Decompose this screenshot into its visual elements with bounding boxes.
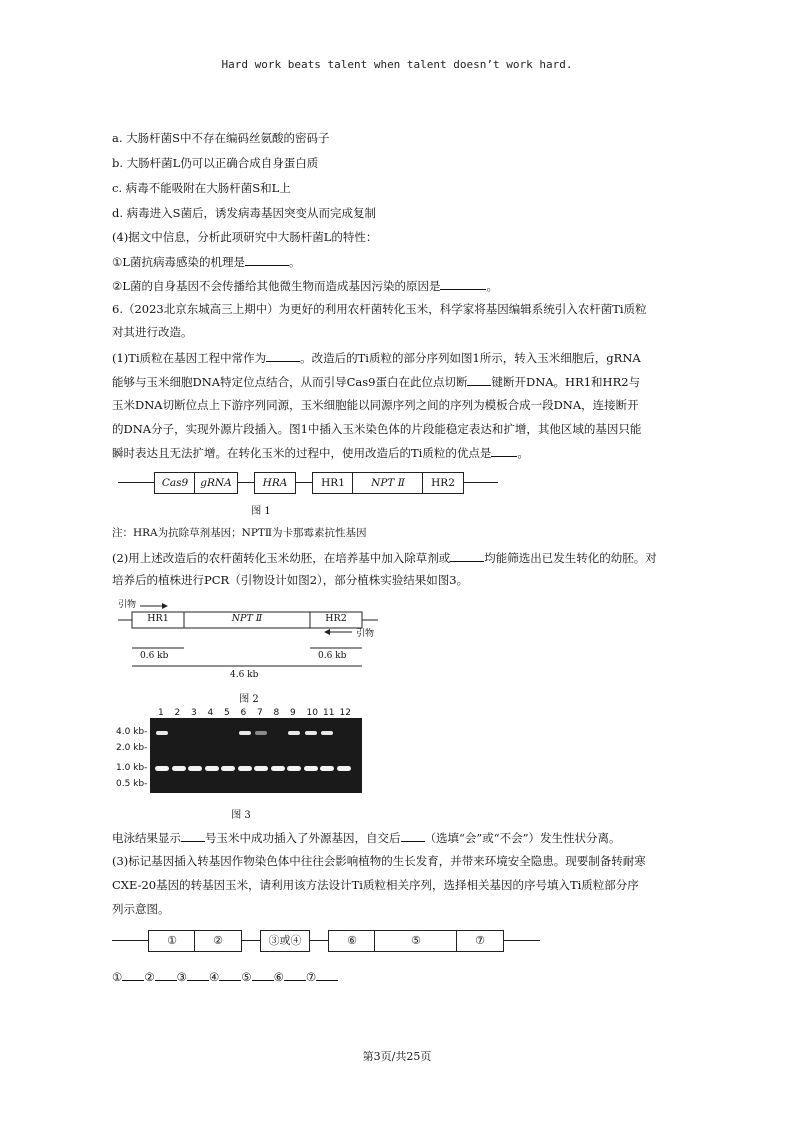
text: (2)用上述改造后的农杆菌转化玉米幼胚，在培养基中加入除草剂或 (112, 551, 451, 565)
slot-box[interactable]: ③或④ (260, 930, 310, 952)
answer-blank[interactable] (187, 968, 209, 981)
length-left: 0.6 kb (140, 651, 169, 661)
gene-box-hr2: HR2 (422, 472, 464, 494)
question-4-stem: (4)据文中信息，分析此项研究中大肠杆菌L的特性： (112, 230, 378, 244)
slot-box[interactable]: ⑦ (456, 930, 504, 952)
figure-2-primer-design (118, 600, 378, 690)
answer-label: ⑥ (273, 970, 284, 984)
part-1-line-3: 玉米DNA切断位点上下游序列同源，玉米细胞能以同源序列之间的序列为模板合成一段DNA，连接断开 (112, 398, 639, 412)
gel-band-1kb (287, 766, 301, 771)
lane-number: 7 (257, 708, 263, 718)
option-a: a. 大肠杆菌S中不存在编码丝氨酸的密码子 (112, 131, 330, 145)
option-c: c. 病毒不能吸附在大肠杆菌S和L上 (112, 181, 291, 195)
answer-blank[interactable] (491, 444, 517, 457)
part-1-line-2 (112, 373, 640, 390)
answer-blank[interactable] (219, 968, 241, 981)
lane-number: 8 (273, 708, 280, 718)
text: 。 (486, 279, 498, 293)
gel-band-1kb (320, 766, 334, 771)
slot-box[interactable]: ⑥ (328, 930, 376, 952)
lane-number: 3 (191, 708, 197, 718)
part-1-line-4: 的DNA分子，实现外源片段插入。图1中插入玉米染色体的片段能稳定表达和扩增，其他区域的基因只能 (112, 422, 642, 436)
marker-2kb: 2.0 kb- (116, 743, 148, 753)
text: ①L菌抗病毒感染的机理是 (112, 255, 245, 269)
answer-label: ③ (176, 970, 187, 984)
gel-band-4kb (321, 731, 333, 735)
answer-blank[interactable] (155, 968, 177, 981)
marker-1kb: 1.0 kb- (116, 763, 148, 773)
text: (1)Ti质粒在基因工程中常作为 (112, 351, 267, 365)
gel-band-1kb (205, 766, 219, 771)
lane-number: 4 (207, 708, 214, 718)
page-footer: 第3页/共25页 (362, 1050, 432, 1063)
slot-box[interactable]: ① (148, 930, 196, 952)
part-3-line-1: (3)标记基因插入转基因作物染色体中往往会影响植物的生长发育，并带来环境安全隐患。现要制备转耐寒 (112, 854, 646, 868)
answer-blank[interactable] (122, 968, 144, 981)
marker-4kb: 4.0 kb- (116, 727, 148, 737)
answer-blank[interactable] (440, 277, 486, 290)
gel-band-1kb (221, 766, 235, 771)
length-total: 4.6 kb (230, 670, 259, 680)
figure-2-caption: 图 2 (239, 694, 259, 705)
part-3-line-2: CXE-20基因的转基因玉米，请利用该方法设计Ti质粒相关序列，选择相关基因的序号填入Ti质粒部分序 (112, 878, 639, 892)
part-3-line-3: 列示意图。 (112, 902, 170, 916)
answer-label: ④ (208, 970, 220, 984)
text: 键断开DNA。HR1和HR2与 (491, 375, 641, 389)
gene-box-npt2: NPT Ⅱ (352, 472, 424, 494)
text: 。改造后的Ti质粒的部分序列如图1所示，转入玉米细胞后，gRNA (300, 351, 641, 365)
answer-blank[interactable] (450, 549, 484, 562)
text: 号玉米中成功插入了外源基因，自交后 (205, 831, 401, 845)
gel-band-1kb (188, 766, 202, 771)
answer-blank[interactable] (467, 373, 491, 386)
text: ②L菌的自身基因不会传播给其他微生物而造成基因污染的原因是 (112, 279, 441, 293)
answer-blank[interactable] (316, 968, 338, 981)
box-label-hr1: HR1 (147, 613, 169, 624)
slot-box[interactable]: ② (194, 930, 242, 952)
length-right: 0.6 kb (318, 651, 347, 661)
lane-number: 6 (240, 708, 247, 718)
gel-band-1kb (304, 766, 318, 771)
question-4-part-1 (112, 253, 300, 270)
primer-arrowhead-left (162, 603, 168, 609)
text: 。 (288, 255, 301, 269)
figure-3-gel (150, 718, 362, 793)
primer-label-left: 引物 (118, 600, 137, 610)
answer-blank[interactable] (252, 968, 274, 981)
lane-number: 9 (290, 708, 296, 718)
gel-band-1kb (155, 766, 169, 771)
question-6-stem-line-1: 6.（2023北京东城高三上期中）为更好的利用农杆菌转化玉米，科学家将基因编辑系统引入农杆菌Ti质粒 (112, 302, 647, 316)
answer-blank[interactable] (181, 829, 205, 842)
answer-label: ① (112, 970, 123, 984)
answer-blank[interactable] (245, 253, 289, 266)
figure-3-caption: 图 3 (231, 810, 251, 821)
answer-blank[interactable] (401, 829, 425, 842)
page-header-motto: Hard work beats talent when talent doesn’t work hard. (221, 58, 573, 71)
gel-band-1kb (337, 766, 351, 771)
text: 均能筛选出已发生转化的幼胚。对 (484, 551, 657, 565)
gel-band-4kb (239, 731, 251, 735)
answer-blank[interactable] (284, 968, 306, 981)
answer-label: ⑤ (241, 970, 252, 984)
text: 瞬时表达且无法扩增。在转化玉米的过程中，使用改造后的Ti质粒的优点是 (112, 446, 492, 460)
answer-label: ⑦ (305, 970, 317, 984)
part-1-line-5 (112, 444, 529, 461)
figure-note: 注：HRA为抗除草剂基因；NPTⅡ为卡那霉素抗性基因 (112, 527, 367, 539)
lane-number: 1 (158, 708, 164, 718)
figure-4-answer-map (112, 928, 542, 954)
slot-box[interactable]: ⑤ (374, 930, 458, 952)
marker-0.5kb: 0.5 kb- (116, 779, 148, 789)
question-6-stem-line-2: 对其进行改造。 (112, 325, 193, 339)
answer-blanks-row (112, 968, 338, 985)
lane-number: 2 (174, 708, 181, 718)
gel-band-4kb (288, 731, 300, 735)
primer-arrowhead-right (324, 629, 330, 635)
option-b: b. 大肠杆菌L仍可以正确合成自身蛋白质 (112, 156, 319, 170)
gel-band-4kb (255, 731, 267, 735)
gel-band-1kb (271, 766, 285, 771)
text: 。 (517, 446, 529, 460)
gene-box-hr1: HR1 (312, 472, 354, 494)
box-label-npt2: NPT Ⅱ (231, 613, 263, 624)
text: 能够与玉米细胞DNA特定位点结合，从而引导Cas9蛋白在此位点切断 (112, 375, 468, 389)
lane-number: 11 (323, 708, 335, 718)
gene-box-cas9: Cas9 (154, 472, 196, 494)
gel-band-1kb (238, 766, 252, 771)
gene-box-grna: gRNA (194, 472, 238, 494)
box-label-hr2: HR2 (325, 613, 347, 624)
question-4-part-2 (112, 277, 498, 294)
text: 电泳结果显示 (112, 831, 181, 845)
gel-band-4kb (305, 731, 317, 735)
answer-label: ② (144, 970, 155, 984)
primer-label-right: 引物 (356, 629, 375, 639)
part-2-line-2: 培养后的植株进行PCR（引物设计如图2），部分植株实验结果如图3。 (112, 573, 469, 587)
figure-1-plasmid-map (118, 470, 498, 496)
part-1-line-1 (112, 349, 641, 366)
gel-band-4kb (156, 731, 168, 735)
lane-number: 12 (339, 708, 351, 718)
gene-box-hra: HRA (254, 472, 296, 494)
text: （选填“会”或“不会”）发生性状分离。 (424, 831, 621, 845)
option-d: d. 病毒进入S菌后，诱发病毒基因突变从而完成复制 (112, 206, 377, 220)
lane-number: 10 (306, 708, 318, 718)
gel-result-line (112, 829, 621, 846)
lane-number: 5 (224, 708, 230, 718)
gel-band-1kb (172, 766, 186, 771)
gel-band-1kb (254, 766, 268, 771)
part-2-line-1 (112, 549, 657, 566)
figure-1-caption: 图 1 (251, 506, 271, 517)
answer-blank[interactable] (266, 349, 300, 362)
